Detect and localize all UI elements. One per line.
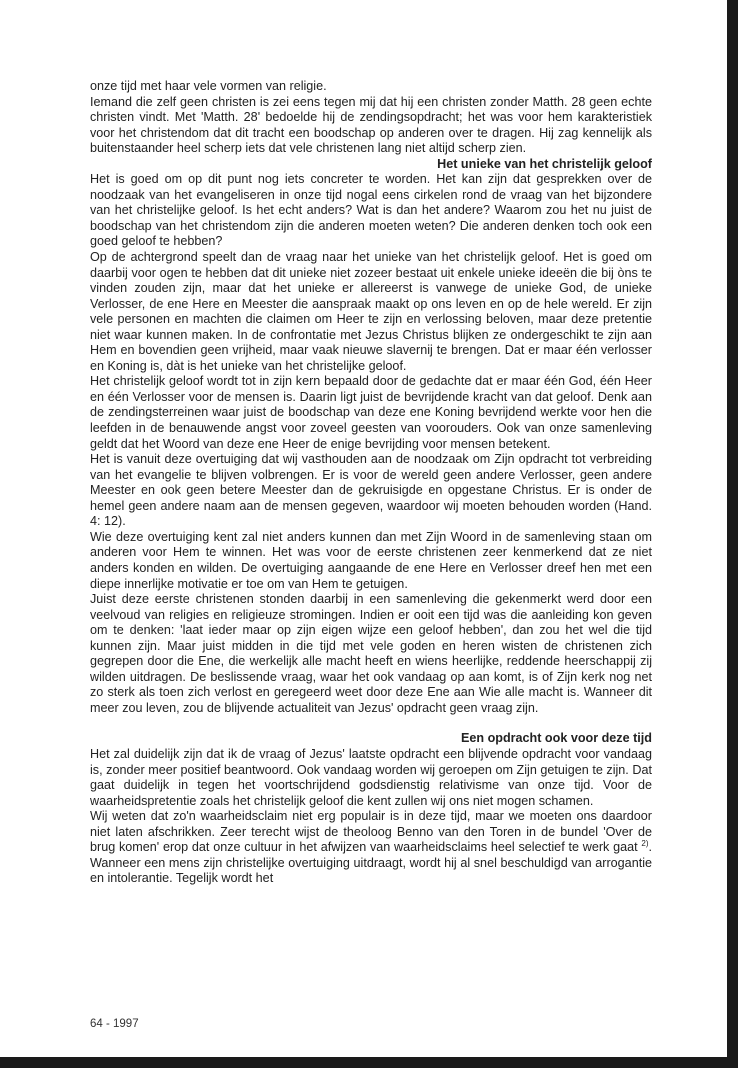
paragraph: Het christelijk geloof wordt tot in zijn kern bepaald door de gedachte dat er maar één God, één Heer en één Verlosser voor de mensen is. Daarin ligt juist de bevrijdende kracht van dat geloof. Denk aan de zendingsterreinen waar juist de boodschap van deze ene Koning bevrijdend werkte voor hen die leefden in de benauwende angst voor zoveel geesten van voorouders. Ook van onze samenleving geldt dat het Woord van deze ene Heer de enige bevrijding voor mensen betekent.: [90, 374, 652, 451]
section-heading-unique-faith: Het unieke van het christelijk geloof: [437, 156, 652, 171]
section-heading-mission-today: Een opdracht ook voor deze tijd: [460, 731, 652, 746]
article-body: [90, 79, 652, 887]
paragraph: onze tijd met haar vele vormen van religie.: [90, 79, 327, 93]
paragraph-text: . Wanneer een mens zijn christelijke overtuiging uitdraagt, wordt hij al snel beschuldigd van arrogantie en intolerantie. Tegelijk wordt het: [90, 840, 653, 886]
scan-border-right: [727, 0, 738, 1068]
scan-border-bottom: [0, 1057, 738, 1068]
paragraph: Het is vanuit deze overtuiging dat wij vasthouden aan de noodzaak om Zijn opdracht tot verbreiding van het evangelie te blijven volbrengen. Er is voor de wereld geen andere Verlosser, geen andere Meester en ook geen betere Meester dan de gekruisigde en opgestane Christus. Er is onder de hemel geen andere naam aan de mensen gegeven, waardoor wij moeten behouden worden (Hand. 4: 12).: [90, 452, 652, 529]
footnote-reference: 2): [641, 839, 649, 849]
paragraph: Het zal duidelijk zijn dat ik de vraag of Jezus' laatste opdracht een blijvende opdracht voor vandaag is, zonder meer positief beantwoord. Ook vandaag worden wij geroepen om Zijn getuigen te zijn. Dat gaat duidelijk in tegen het voortschrijdend godsdienstig relativisme van onze tijd. Voor de waarheidspretentie zoals het christelijk geloof die kent zullen wij ons niet mogen schamen.: [90, 746, 652, 808]
paragraph: Op de achtergrond speelt dan de vraag naar het unieke van het christelijk geloof. Het is goed om daarbij voor ogen te hebben dat dit unieke niet zozeer bestaat uit enkele unieke ideeën die bij òns te vinden zouden zijn, maar dat het unieke er allereerst is vanwege de unieke God, de unieke Verlosser, de ene Here en Meester die aanspraak maakt op ons leven en op de hele wereld. Er zijn vele personen en machten die claimen om Heer te zijn en verlossing beloven, maar deze pretentie niet waar kunnen maken. In de confrontatie met Jezus Christus blijken ze ondergeschikt te zijn aan Hem en bovendien geen vrijheid, maar vaak nieuwe slavernij te brengen. Dat er maar één verlosser en Koning is, dàt is het unieke van het christelijke geloof.: [90, 250, 652, 373]
paragraph: Iemand die zelf geen christen is zei eens tegen mij dat hij een christen zonder Matth. 28 geen echte christen vindt. Met 'Matth. 28' bedoelde hij de zendingsopdracht; het was voor hem karakteristiek voor het christendom dat dit tracht een boodschap op anderen over te dragen. Hij zag kennelijk als buitenstaander heel scherp iets dat vele christenen lang niet altijd scherp zien.: [90, 94, 652, 156]
page-number: 64 - 1997: [90, 1018, 139, 1030]
paragraph: Juist deze eerste christenen stonden daarbij in een samenleving die gekenmerkt werd door een veelvoud van religies en religieuze stromingen. Indien er ooit een tijd was die aanleiding kon geven om te denken: 'laat ieder maar op zijn eigen wijze een geloof hebben', dan zou het wel die tijd kunnen zijn. Maar juist midden in die tijd met vele goden en heren wisten de christenen zich gegrepen door die Ene, die werkelijk alle macht heeft en wiens heerlijke, reddende heerschappij zij wilden uitdragen. De beslissende vraag, waar het ook vandaag op aan komt, is of Zijn kerk nog net zo sterk als toen zich verlost en geregeerd weet door deze Ene aan Wie alle macht is. Wanneer dit meer zou leven, zou de blijvende actualiteit van Jezus' opdracht geen vraag zijn.: [90, 592, 652, 715]
paragraph: [90, 809, 652, 887]
paragraph-text: Wij weten dat zo'n waarheidsclaim niet erg populair is in deze tijd, maar we moeten ons daardoor niet laten afschrikken. Zeer terecht wijst de theoloog Benno van den Toren in de bundel 'Over de brug komen' erop dat onze cultuur in het afwijzen van waarheidsclaims heel selectief te werk gaat: [90, 809, 652, 855]
paragraph: Het is goed om op dit punt nog iets concreter te worden. Het kan zijn dat gesprekken over de noodzaak van het evangeliseren in onze tijd nogal eens cirkelen rond de vraag van het bijzondere van het christelijke geloof. Is het echt anders? Wat is dan het andere? Waarom zou het nu juist de boodschap van het christendom zijn die anderen moeten weten? Die anderen denken toch ook een goed geloof te hebben?: [90, 172, 652, 249]
paragraph: Wie deze overtuiging kent zal niet anders kunnen dan met Zijn Woord in de samenleving staan om anderen voor Hem te winnen. Het was voor de eerste christenen zeer kenmerkend dat ze niet anders konden en wilden. De overtuiging aangaande de ene Here en Verlosser dreef hen met een diepe innerlijke motivatie er toe om van Hem te getuigen.: [90, 529, 652, 591]
